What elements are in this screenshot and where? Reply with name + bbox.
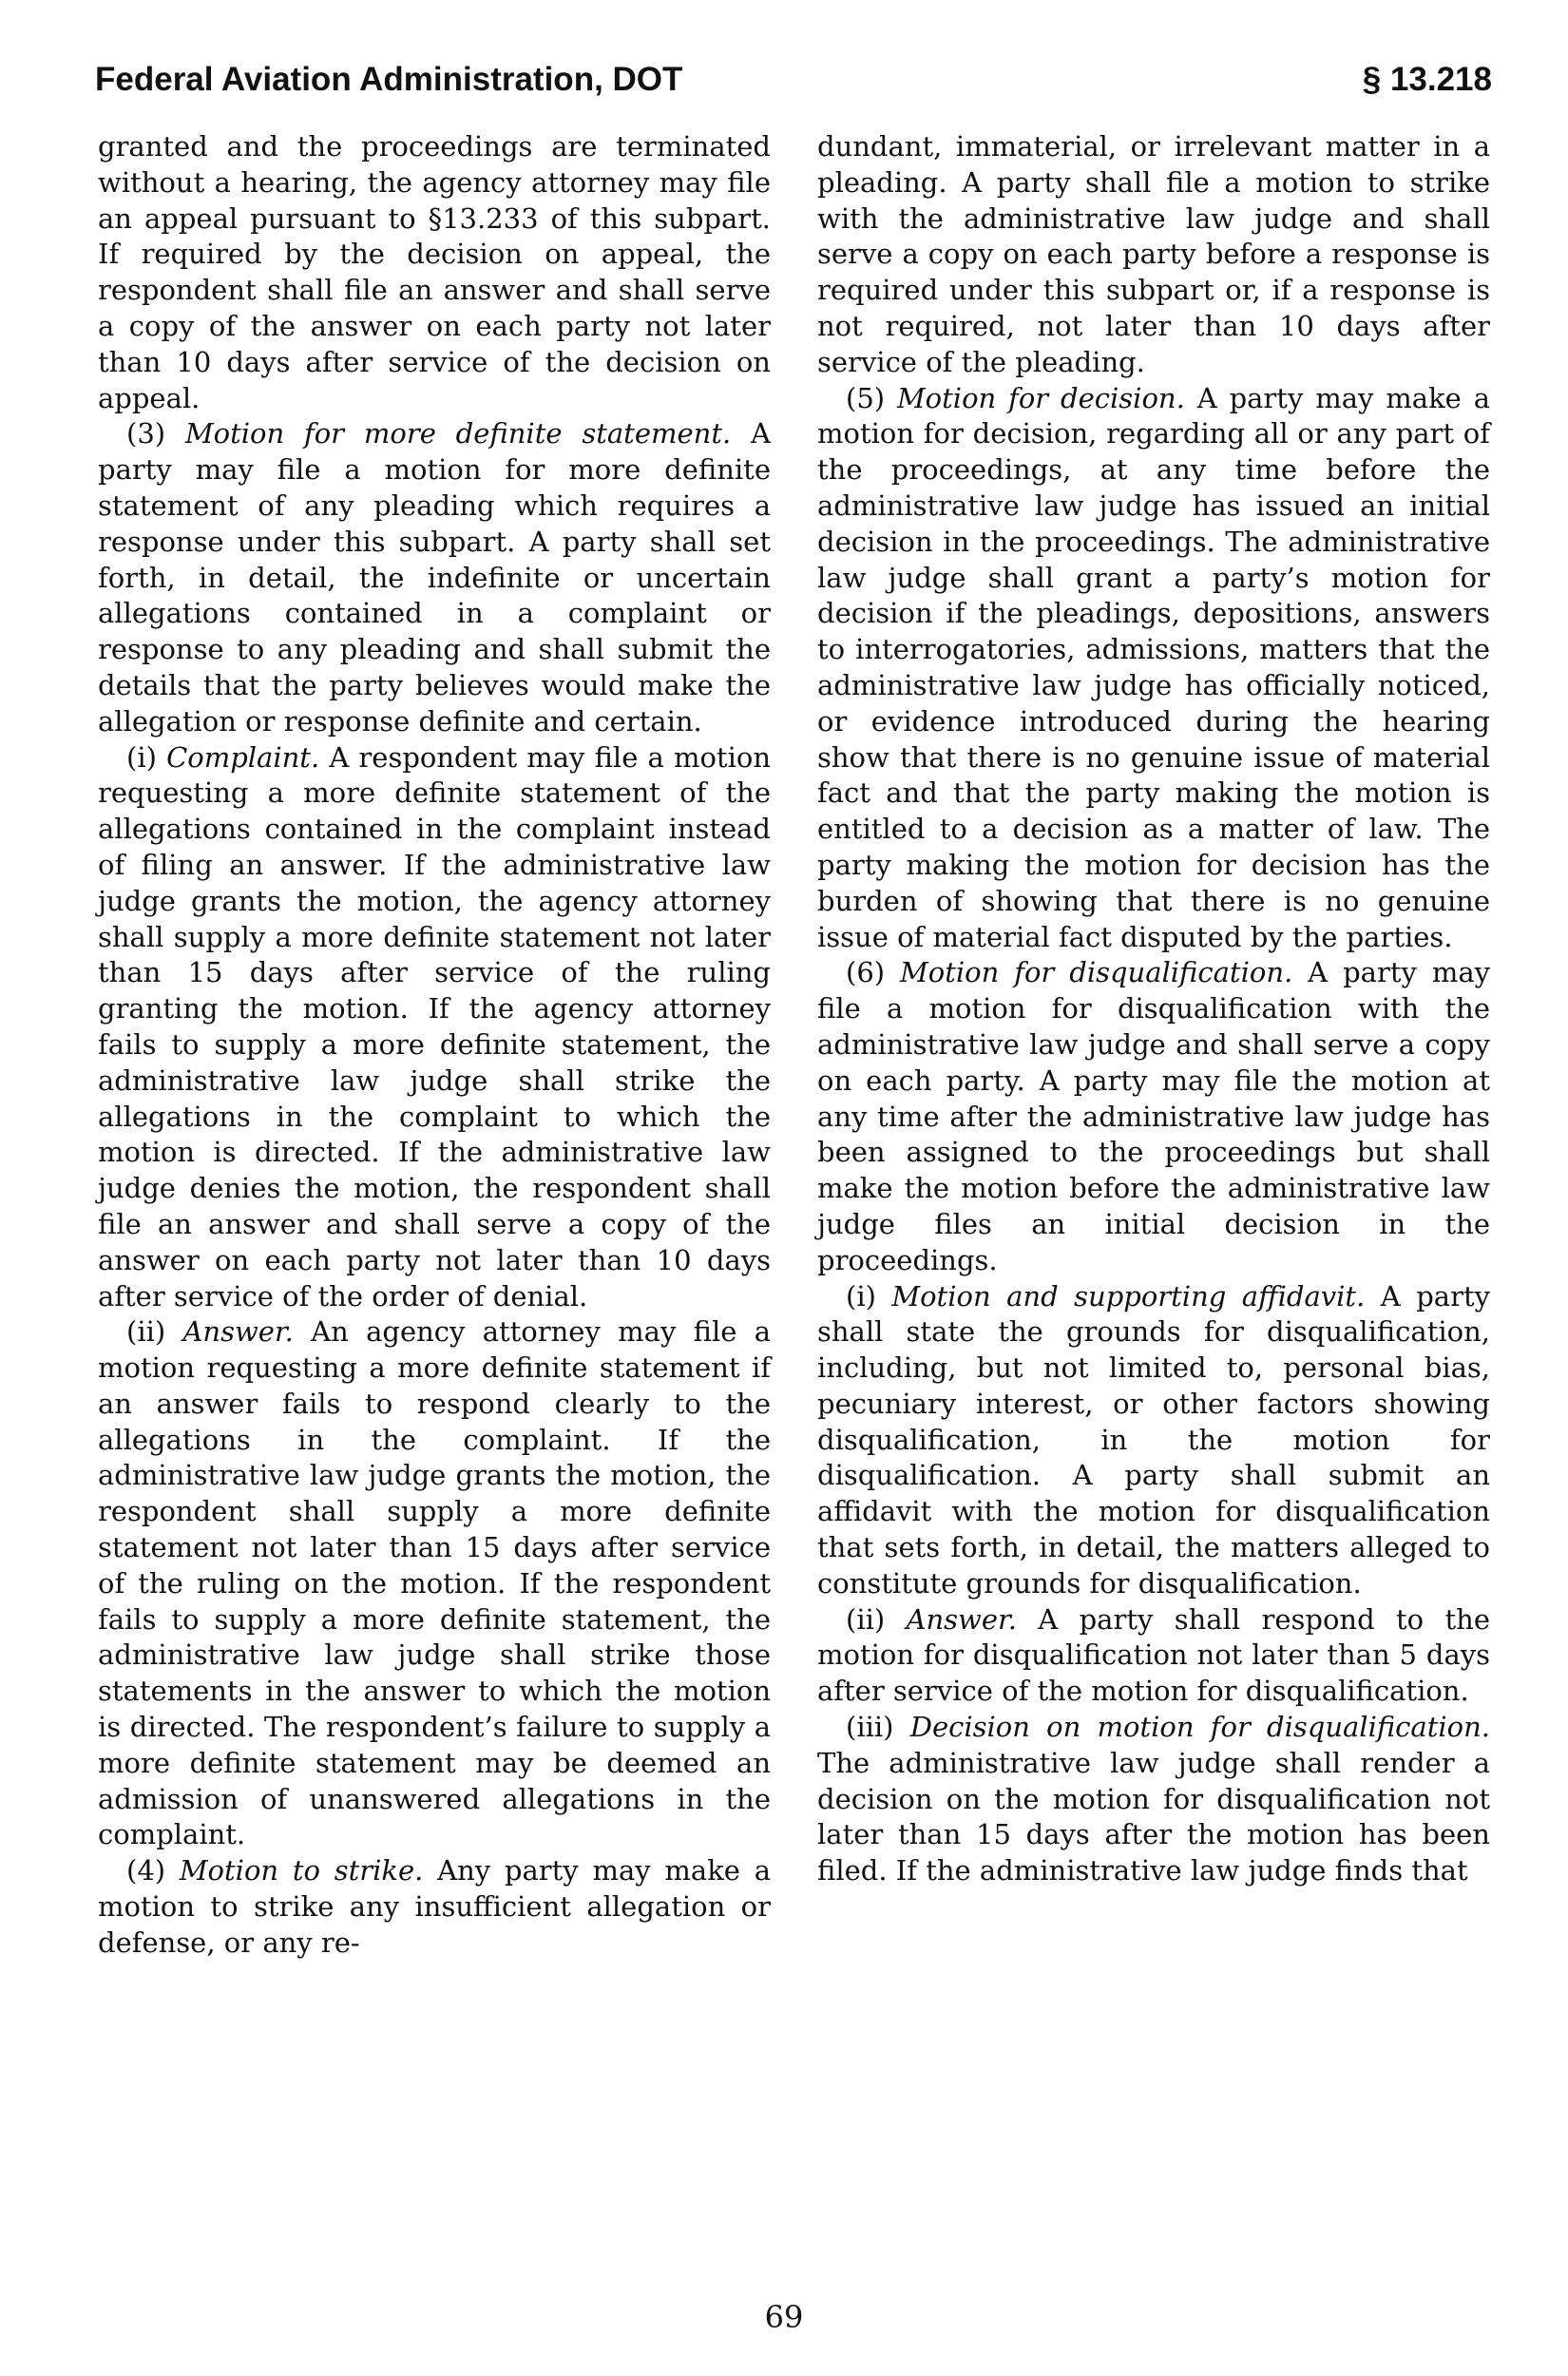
header-section-number: § 13.218 xyxy=(1362,61,1492,98)
paragraph: (3) Motion for more definite statement. A party may file a motion for more definite statement of any pleading which requires a response under this subpart. A party shall set forth, in detail, the indefinite or uncertain allegations contained in a complaint or response to any pleading and shall submit the details that the party believes would make the allegation or response definite and certain. xyxy=(98,417,771,738)
paragraph-heading: Answer. xyxy=(906,1602,1017,1636)
header-agency-title: Federal Aviation Administration, DOT xyxy=(95,61,683,98)
paragraph: (i) Complaint. A respondent may file a motion requesting a more definite statement of the allegations contained in the complaint instead of filing an answer. If the administrative law judge grants the motion, the agency attorney shall supply a more definite statement not later than 15 days after service of the ruling granting the motion. If the agency attorney fails to supply a more definite statement, the administrative law judge shall strike the allegations in the complaint to which the motion is directed. If the administrative law judge denies the motion, the respondent shall file an answer and shall serve a copy of the answer on each party not later than 10 days after service of the order of denial. xyxy=(98,740,771,1313)
paragraph: (i) Motion and supporting affidavit. A party shall state the grounds for disqualification, including, but not limited to, personal bias, pecuniary interest, or other factors showing disqualification, in the motion for disqualification. A party shall submit an affidavit with the motion for disqualification that sets forth, in detail, the matters alleged to constitute grounds for disqualification. xyxy=(817,1279,1490,1600)
paragraph-heading: Motion and supporting affidavit. xyxy=(891,1279,1366,1313)
paragraph-heading: Decision on motion for disqualification. xyxy=(909,1711,1490,1744)
paragraph: granted and the proceedings are terminated without a hearing, the agency attorney may file an appeal pursuant to §13.233 of this subpart. If required by the decision on appeal, the respondent shall file an answer and shall serve a copy of the answer on each party not later than 10 days after service of the decision on appeal. xyxy=(98,130,771,414)
left-text-column xyxy=(98,129,771,1962)
paragraph: (6) Motion for disqualification. A party may file a motion for disqualification with the administrative law judge and shall serve a copy on each party. A party may file the motion at any time after the administrative law judge has been assigned to the proceedings but shall make the motion before the administrative law judge files an initial decision in the proceedings. xyxy=(817,956,1490,1276)
page-number: 69 xyxy=(764,2299,804,2335)
paragraph: (ii) Answer. A party shall respond to the motion for disqualification not later than 5 days after service of the motion for disqualification. xyxy=(817,1602,1490,1708)
paragraph: (iii) Decision on motion for disqualification. The administrative law judge shall render a decision on the motion for disqualification not later than 15 days after the motion has been filed. If the administrative law judge finds that xyxy=(817,1711,1490,1887)
running-header xyxy=(95,53,1492,106)
paragraph: (4) Motion to strike. Any party may make a motion to strike any insufficient allegation or defense, or any re- xyxy=(98,1854,771,1959)
paragraph-heading: Motion to strike. xyxy=(179,1854,424,1887)
paragraph-heading: Motion for decision. xyxy=(896,381,1185,414)
paragraph-heading: Motion for more definite statement. xyxy=(184,417,732,450)
paragraph: (ii) Answer. An agency attorney may file a motion requesting a more definite statement if an answer fails to respond clearly to the allegations in the complaint. If the administrative law judge grants the motion, the respondent shall supply a more definite statement not later than 15 days after service of the ruling on the motion. If the respondent fails to supply a more definite statement, the administrative law judge shall strike those statements in the answer to which the motion is directed. The respondent’s failure to supply a more definite statement may be deemed an admission of unanswered allegations in the complaint. xyxy=(98,1315,771,1851)
paragraph-heading: Motion for disqualification. xyxy=(900,956,1293,989)
paragraph-heading: Answer. xyxy=(182,1315,294,1349)
paragraph: dundant, immaterial, or irrelevant matter in a pleading. A party shall file a motion to strike with the administrative law judge and shall serve a copy on each party before a response is required under this subpart or, if a response is not required, not later than 10 days after service of the pleading. xyxy=(817,130,1490,378)
paragraph-heading: Complaint. xyxy=(166,740,320,774)
paragraph: (5) Motion for decision. A party may make a motion for decision, regarding all or any part of the proceedings, at any time before the administrative law judge has issued an initial decision in the proceedings. The administrative law judge shall grant a party’s motion for decision if the pleadings, depositions, answers to interrogatories, admissions, matters that the administrative law judge has officially noticed, or evidence introduced during the hearing show that there is no genuine issue of material fact and that the party making the motion is entitled to a decision as a matter of law. The party making the motion for decision has the burden of showing that there is no genuine issue of material fact disputed by the parties. xyxy=(817,381,1491,953)
right-text-column xyxy=(817,129,1490,1889)
